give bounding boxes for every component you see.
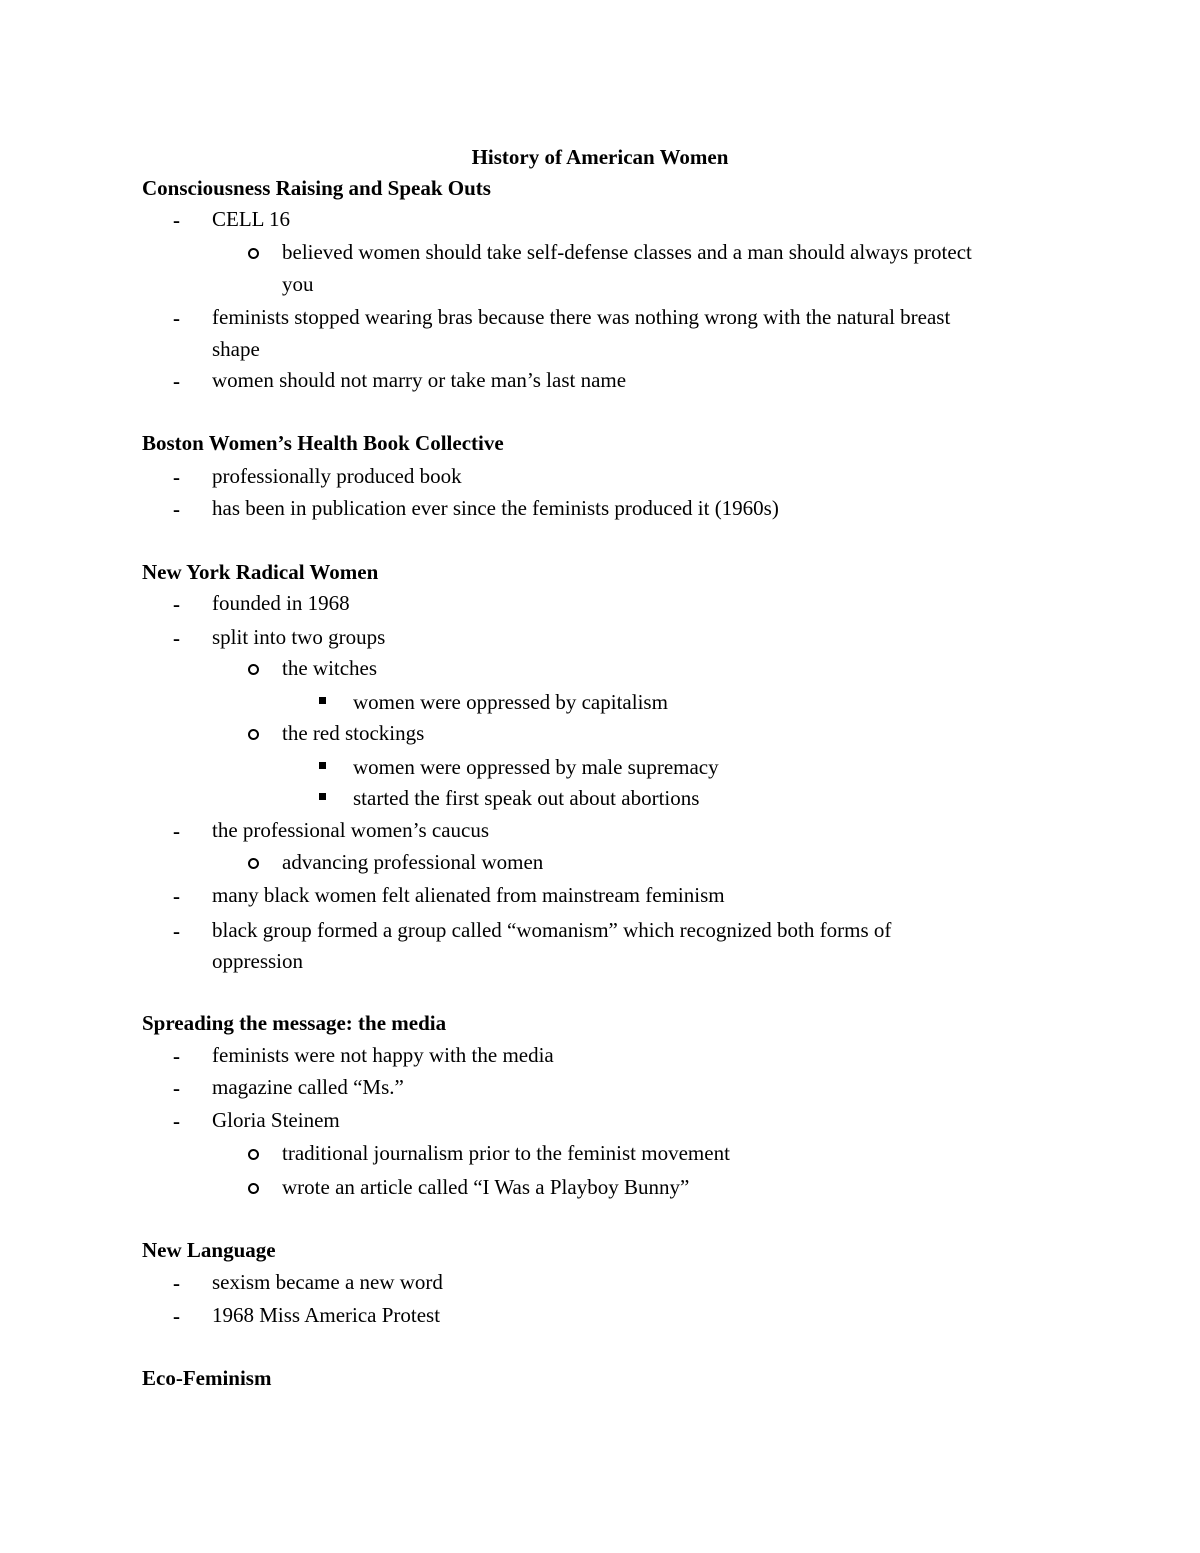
dash-bullet: - <box>173 465 180 489</box>
list-item: the professional women’s caucus <box>212 818 490 842</box>
list-item: women should not marry or take man’s last name <box>212 368 627 392</box>
square-bullet <box>319 697 326 704</box>
list-item: 1968 Miss America Protest <box>212 1303 441 1327</box>
list-item: founded in 1968 <box>212 591 350 615</box>
list-item: women were oppressed by male supremacy <box>353 755 719 779</box>
circle-bullet <box>248 664 259 675</box>
dash-bullet: - <box>173 306 180 330</box>
dash-bullet: - <box>173 884 180 908</box>
circle-bullet <box>248 858 259 869</box>
list-item: feminists were not happy with the media <box>212 1043 554 1067</box>
dash-bullet: - <box>173 592 180 616</box>
circle-bullet <box>248 729 259 740</box>
square-bullet <box>319 793 326 800</box>
list-item: sexism became a new word <box>212 1270 443 1294</box>
section-heading: New York Radical Women <box>142 560 379 584</box>
list-item-continuation: shape <box>212 337 260 361</box>
list-item: the witches <box>282 656 378 680</box>
list-item: has been in publication ever since the feminists produced it (1960s) <box>212 496 779 520</box>
list-item: split into two groups <box>212 625 386 649</box>
section-heading: Spreading the message: the media <box>142 1011 447 1035</box>
list-item: the red stockings <box>282 721 425 745</box>
dash-bullet: - <box>173 497 180 521</box>
list-item: believed women should take self-defense classes and a man should always protect <box>282 240 972 264</box>
circle-bullet <box>248 248 259 259</box>
document-title: History of American Women <box>471 145 729 169</box>
list-item: Gloria Steinem <box>212 1108 340 1132</box>
dash-bullet: - <box>173 819 180 843</box>
list-item: many black women felt alienated from mainstream feminism <box>212 883 725 907</box>
section-heading: New Language <box>142 1238 276 1262</box>
dash-bullet: - <box>173 1044 180 1068</box>
section-heading: Boston Women’s Health Book Collective <box>142 431 504 455</box>
circle-bullet <box>248 1183 259 1194</box>
section-heading: Consciousness Raising and Speak Outs <box>142 176 491 200</box>
list-item-continuation: you <box>282 272 314 296</box>
dash-bullet: - <box>173 208 180 232</box>
list-item: black group formed a group called “womanism” which recognized both forms of <box>212 918 892 942</box>
section-heading: Eco-Feminism <box>142 1366 272 1390</box>
list-item-continuation: oppression <box>212 949 303 973</box>
circle-bullet <box>248 1149 259 1160</box>
list-item: advancing professional women <box>282 850 544 874</box>
list-item: professionally produced book <box>212 464 462 488</box>
list-item: started the first speak out about abortions <box>353 786 700 810</box>
list-item: women were oppressed by capitalism <box>353 690 668 714</box>
list-item: feminists stopped wearing bras because there was nothing wrong with the natural breast <box>212 305 951 329</box>
list-item: magazine called “Ms.” <box>212 1075 404 1099</box>
list-item: wrote an article called “I Was a Playboy Bunny” <box>282 1175 690 1199</box>
dash-bullet: - <box>173 1076 180 1100</box>
dash-bullet: - <box>173 1304 180 1328</box>
list-item: CELL 16 <box>212 207 290 231</box>
dash-bullet: - <box>173 369 180 393</box>
dash-bullet: - <box>173 626 180 650</box>
dash-bullet: - <box>173 1271 180 1295</box>
square-bullet <box>319 762 326 769</box>
dash-bullet: - <box>173 919 180 943</box>
list-item: traditional journalism prior to the feminist movement <box>282 1141 730 1165</box>
dash-bullet: - <box>173 1109 180 1133</box>
